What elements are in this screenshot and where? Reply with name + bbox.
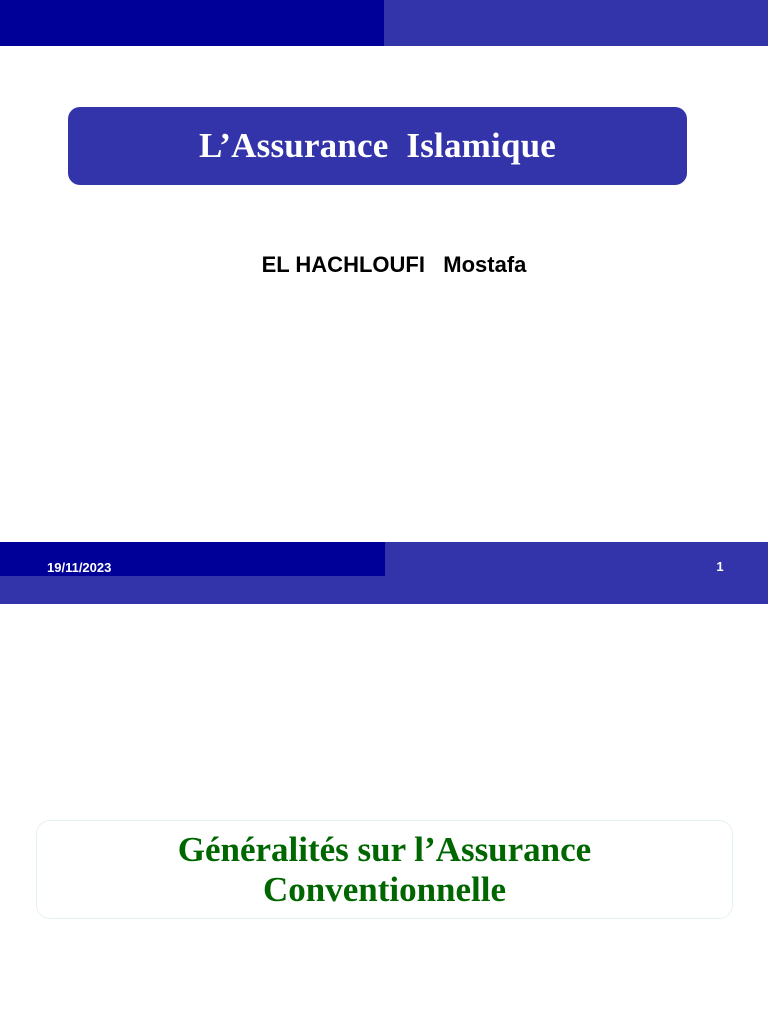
footer-bar (0, 542, 768, 604)
page-number: 1 (716, 559, 724, 574)
author-name: EL HACHLOUFI Mostafa (261, 252, 527, 277)
footer-date: 19/11/2023 (47, 560, 112, 575)
footer-bar-notch (383, 542, 385, 576)
section-heading-line-1: Généralités sur l’Assurance (177, 829, 592, 869)
section-heading-line-2: Conventionnelle (262, 869, 507, 909)
section-heading-box (36, 820, 733, 919)
slide-title: L’Assurance Islamique (198, 126, 557, 165)
header-bar-dark-segment (0, 0, 384, 46)
footer-bar-lower-segment (0, 576, 384, 604)
header-bar (0, 0, 768, 46)
header-bar-light-segment (384, 0, 768, 46)
slide-2 (0, 604, 768, 1024)
title-box (68, 107, 687, 185)
